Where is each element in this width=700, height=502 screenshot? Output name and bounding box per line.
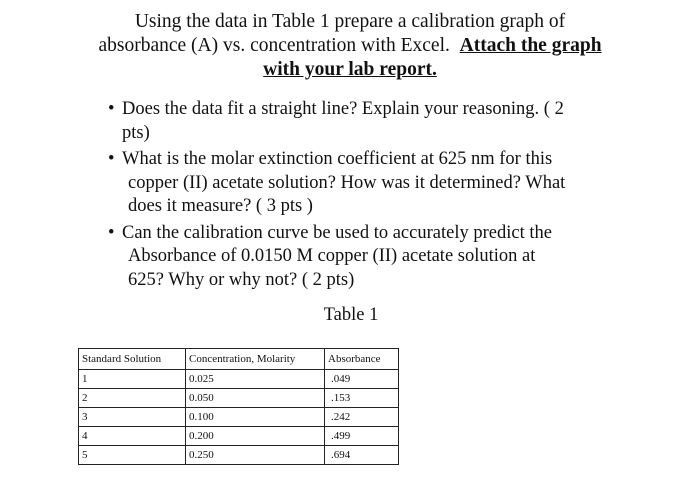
absorbance-cell: .049	[325, 370, 399, 389]
concentration-cell: 0.100	[186, 408, 325, 427]
calibration-data-table	[78, 348, 399, 465]
table-caption-text: Table 1	[323, 305, 379, 325]
absorbance-cell: .694	[325, 446, 399, 465]
instruction-line-1: Using the data in Table 1 prepare a calibration graph of	[134, 11, 566, 32]
question-line: pts)	[122, 122, 150, 143]
question-list	[108, 98, 668, 295]
standard-solution-cell: 2	[79, 389, 186, 408]
attach-graph-emphasis: Attach the graph	[459, 35, 602, 56]
table-row	[79, 427, 399, 446]
instruction-line-2	[40, 34, 660, 58]
concentration-cell: 0.050	[186, 389, 325, 408]
bullet-icon: •	[108, 149, 115, 169]
question-line: Absorbance of 0.0150 M copper (II) acetate solution at	[128, 246, 536, 266]
bullet-icon: •	[108, 222, 115, 243]
question-line: copper (II) acetate solution? How was it determined? What	[128, 172, 566, 193]
concentration-cell: 0.200	[186, 427, 325, 446]
question-item-straight-line	[108, 98, 668, 145]
assignment-instructions	[40, 10, 660, 82]
lab-report-emphasis: with your lab report.	[263, 59, 437, 80]
standard-solution-cell: 4	[79, 427, 186, 446]
question-line: What is the molar extinction coefficient at 625 nm for this	[122, 149, 553, 169]
standard-solution-cell: 1	[79, 370, 186, 389]
standard-solution-cell: 3	[79, 408, 186, 427]
question-line: 625? Why or why not? ( 2 pts)	[128, 269, 355, 290]
absorbance-cell: .242	[325, 408, 399, 427]
table-header-row	[79, 349, 399, 370]
concentration-cell: 0.025	[186, 370, 325, 389]
question-line: Does the data fit a straight line? Explain your reasoning. ( 2	[122, 99, 564, 119]
instruction-line-2-text: absorbance (A) vs. concentration with Excel.	[98, 35, 450, 56]
absorbance-cell: .153	[325, 389, 399, 408]
absorbance-cell: .499	[325, 427, 399, 446]
question-line: does it measure? ( 3 pts )	[128, 196, 313, 216]
column-header-standard-solution: Standard Solution	[79, 349, 186, 370]
standard-solution-cell: 5	[79, 446, 186, 465]
table-row	[79, 389, 399, 408]
column-header-concentration: Concentration, Molarity	[186, 349, 325, 370]
column-header-absorbance: Absorbance	[325, 349, 399, 370]
question-line: Can the calibration curve be used to accurately predict the	[122, 222, 552, 243]
bullet-icon: •	[108, 99, 115, 119]
question-item-calibration-curve	[108, 222, 668, 293]
table-row	[79, 370, 399, 389]
instruction-line-3	[40, 58, 660, 82]
table-caption	[0, 303, 700, 327]
question-item-extinction-coefficient	[108, 148, 668, 219]
table-row	[79, 408, 399, 427]
concentration-cell: 0.250	[186, 446, 325, 465]
table-row	[79, 446, 399, 465]
